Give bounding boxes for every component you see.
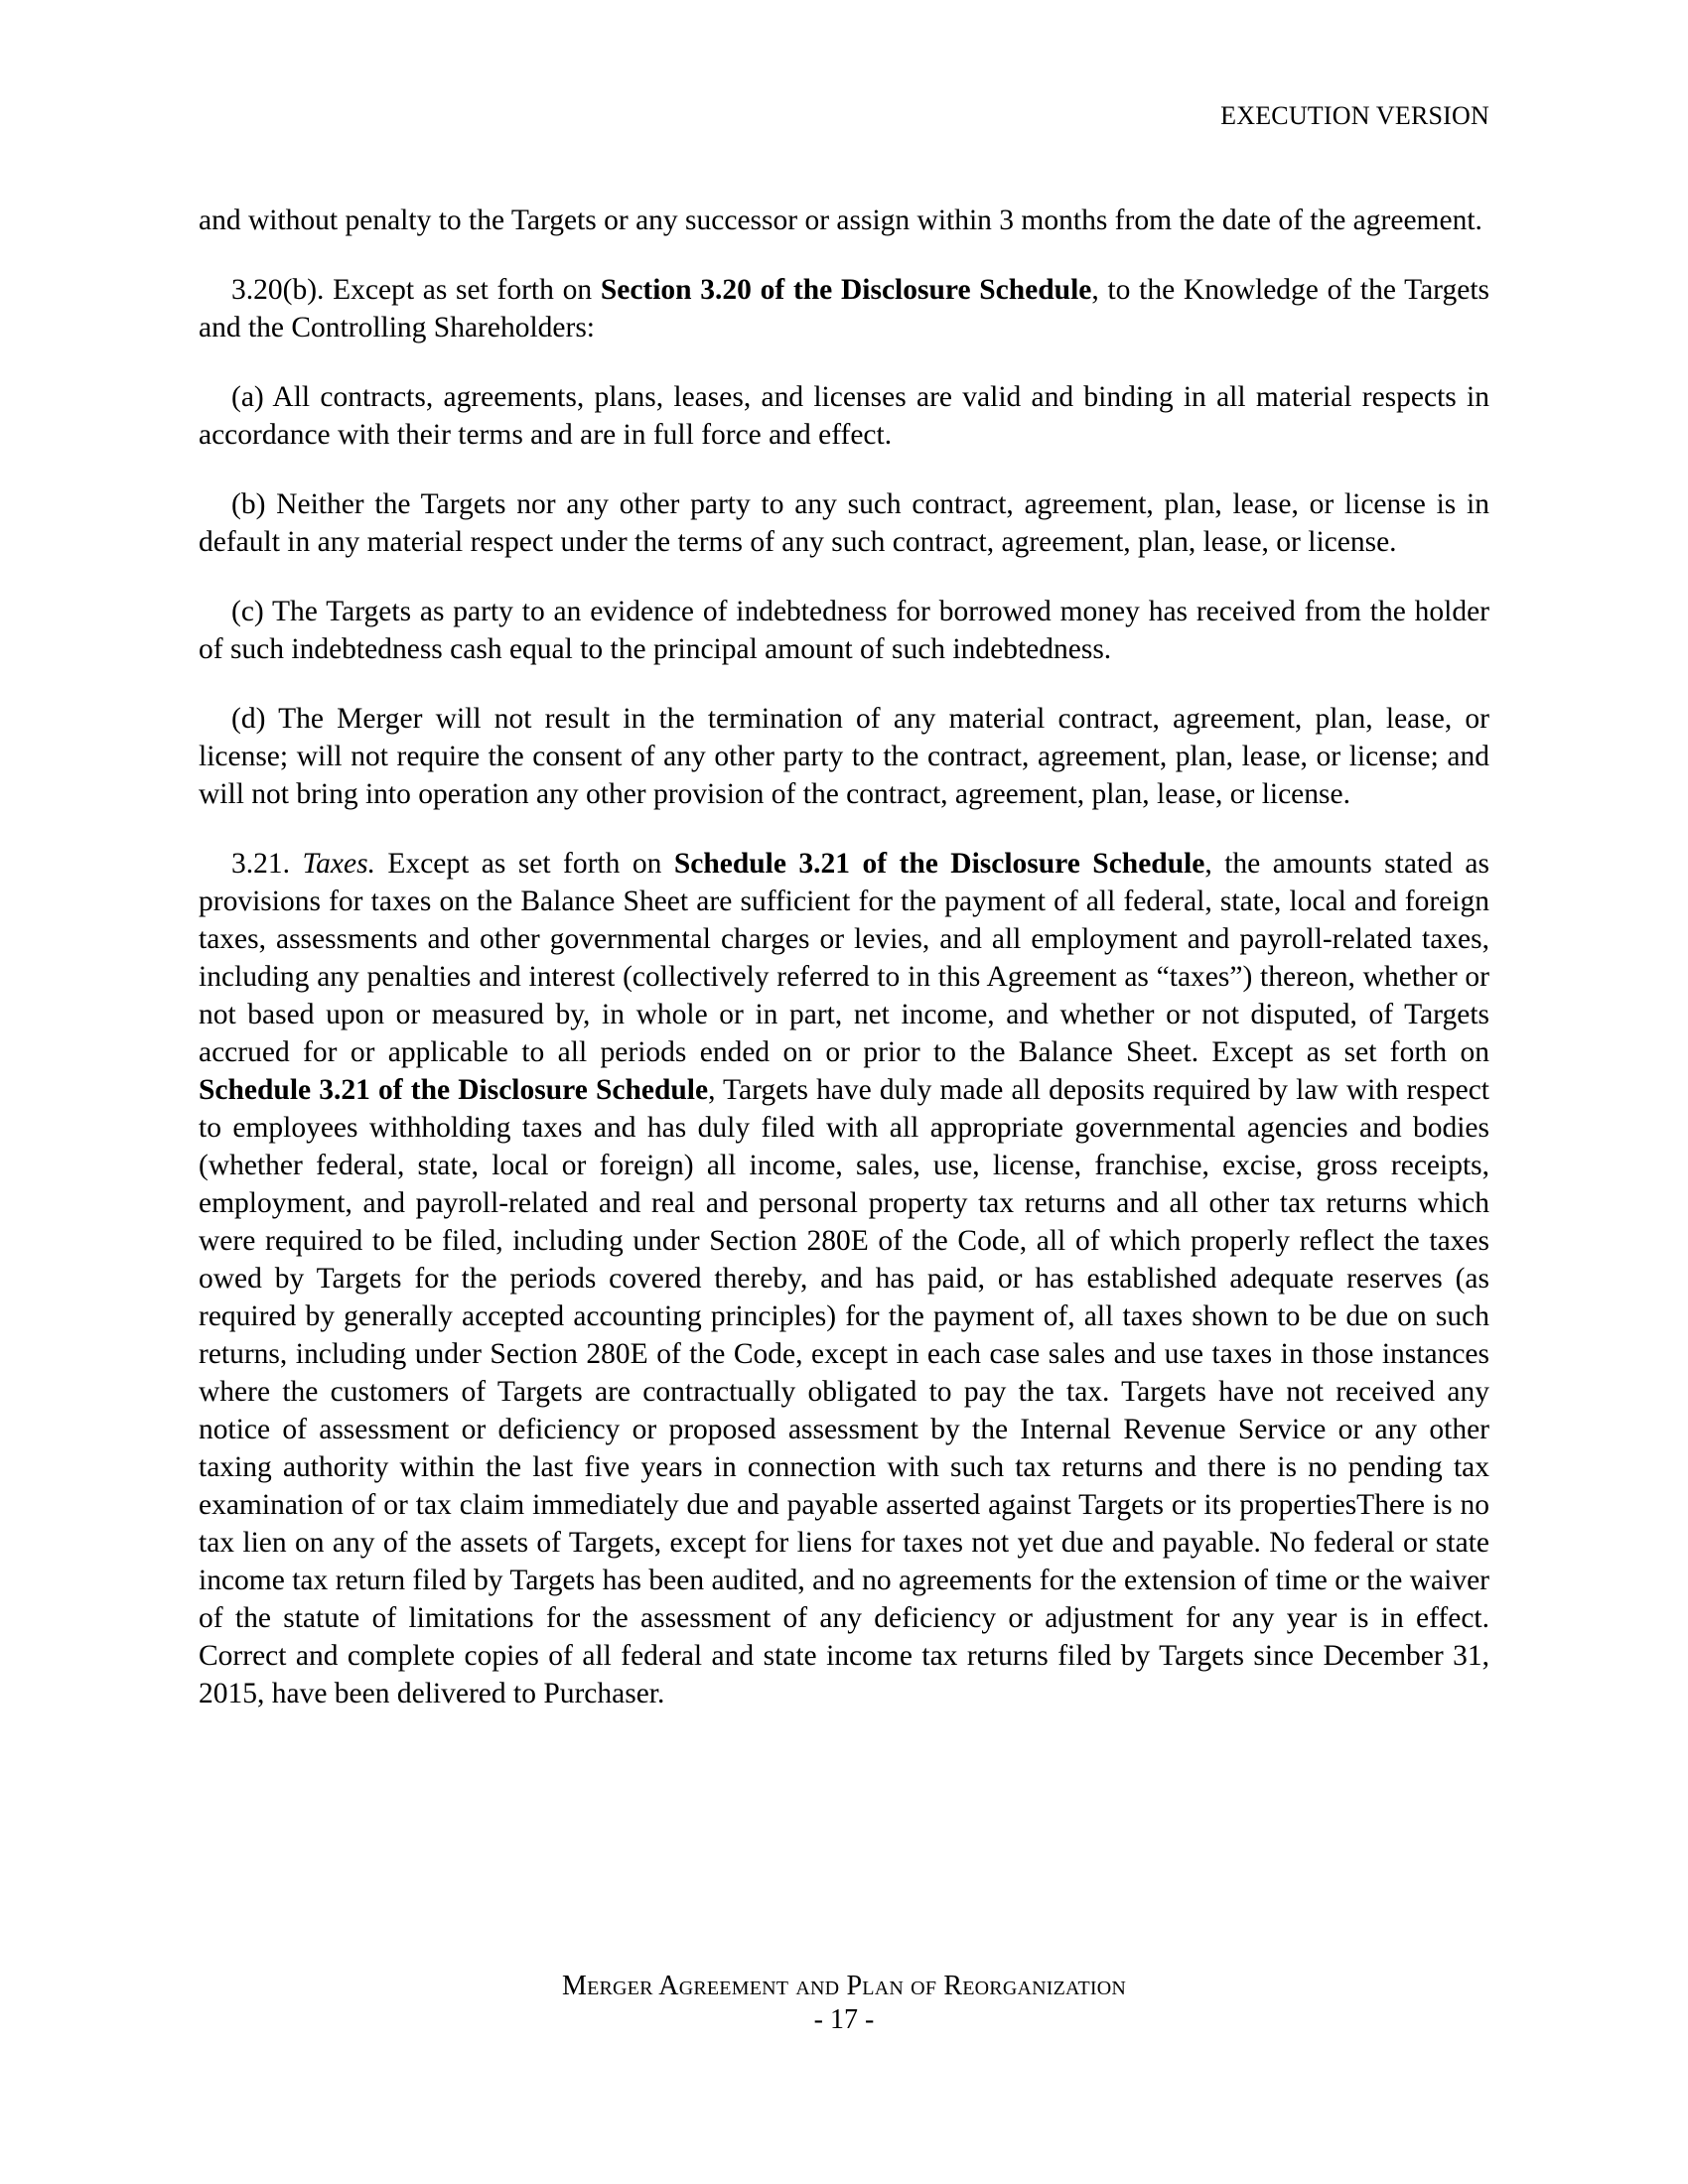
item-c-paragraph: (c) The Targets as party to an evidence of indebtedness for borrowed money has received from the holder of such indebtedness cash equal to the principal amount of such indebtedness. <box>199 596 1489 665</box>
section-3-21-taxes-paragraph <box>199 845 1489 1712</box>
document-version-label: EXECUTION VERSION <box>1220 101 1489 130</box>
schedule-reference-2: Schedule 3.21 of the Disclosure Schedule <box>199 1074 709 1106</box>
section-3-21-text-3: , Targets have duly made all deposits required by law with respect to employees withholding taxes and has duly filed with all appropriate governmental agencies and bodies (whether federal, state, local or foreign) all income, sales, use, license, franchise, excise, gross receipts, employment, and payroll-related and real and personal property tax returns and all other tax returns which were required to be filed, including under Section 280E of the Code, all of which properly reflect the taxes owed by Targets for the periods covered thereby, and has paid, or has established adequate reserves (as required by generally accepted accounting principles) for the payment of, all taxes shown to be due on such returns, including under Section 280E of the Code, except in each case sales and use taxes in those instances where the customers of Targets are contractually obligated to pay the tax. Targets have not received any notice of assessment or deficiency or proposed assessment by the Internal Revenue Service or any other taxing authority within the last five years in connection with such tax returns and there is no pending tax examination of or tax claim immediately due and payable asserted against Targets or its propertiesThere is no tax lien on any of the assets of Targets, except for liens for taxes not yet due and payable. No federal or state income tax return filed by Targets has been audited, and no agreements for the extension of time or the waiver of the statute of limitations for the assessment of any deficiency or adjustment for any year is in effect. Correct and complete copies of all federal and state income tax returns filed by Targets since December 31, 2015, have been delivered to Purchaser. <box>199 1074 1489 1709</box>
section-3-21-text-1: Except as set forth on <box>374 848 674 880</box>
section-3-21-number: 3.21. <box>231 848 303 880</box>
page-footer <box>0 1970 1688 2037</box>
document-body <box>199 202 1489 1712</box>
continuation-paragraph: and without penalty to the Targets or any successor or assign within 3 months from the date of the agreement. <box>199 205 1482 236</box>
section-3-20-b-outro: , to the Knowledge of the Targets and the Controlling Shareholders: <box>199 274 1489 343</box>
schedule-reference-1: Schedule 3.21 of the Disclosure Schedule <box>673 848 1205 880</box>
section-3-20-b-paragraph <box>199 271 1489 346</box>
section-3-21-heading: Taxes. <box>302 848 375 880</box>
page-number: - 17 - <box>813 2004 875 2035</box>
item-b-paragraph: (b) Neither the Targets nor any other party to any such contract, agreement, plan, lease, or license is in default in any material respect under the terms of any such contract, agreement, plan, lease, or license. <box>199 488 1489 558</box>
footer-document-title: Merger Agreement and Plan of Reorganization <box>561 1971 1127 2001</box>
section-3-21-text-2: , the amounts stated as provisions for taxes on the Balance Sheet are sufficient for the payment of all federal, state, local and foreign taxes, assessments and other governmental charges or levies, and all employment and payroll-related taxes, including any penalties and interest (collectively referred to in this Agreement as “taxes”) thereon, whether or not based upon or measured by, in whole or in part, net income, and whether or not disputed, of Targets accrued for or applicable to all periods ended on or prior to the Balance Sheet. Except as set forth on <box>199 848 1490 1068</box>
section-3-20-b-intro: 3.20(b). Except as set forth on <box>231 274 601 306</box>
item-d-paragraph: (d) The Merger will not result in the termination of any material contract, agreement, plan, lease, or license; will not require the consent of any other party to the contract, agreement, plan, lease, or license; and will not bring into operation any other provision of the contract, agreement, plan, lease, or license. <box>199 703 1489 810</box>
item-a-paragraph: (a) All contracts, agreements, plans, leases, and licenses are valid and binding in all material respects in accordance with their terms and are in full force and effect. <box>199 381 1489 451</box>
disclosure-schedule-reference: Section 3.20 of the Disclosure Schedule <box>600 274 1092 306</box>
